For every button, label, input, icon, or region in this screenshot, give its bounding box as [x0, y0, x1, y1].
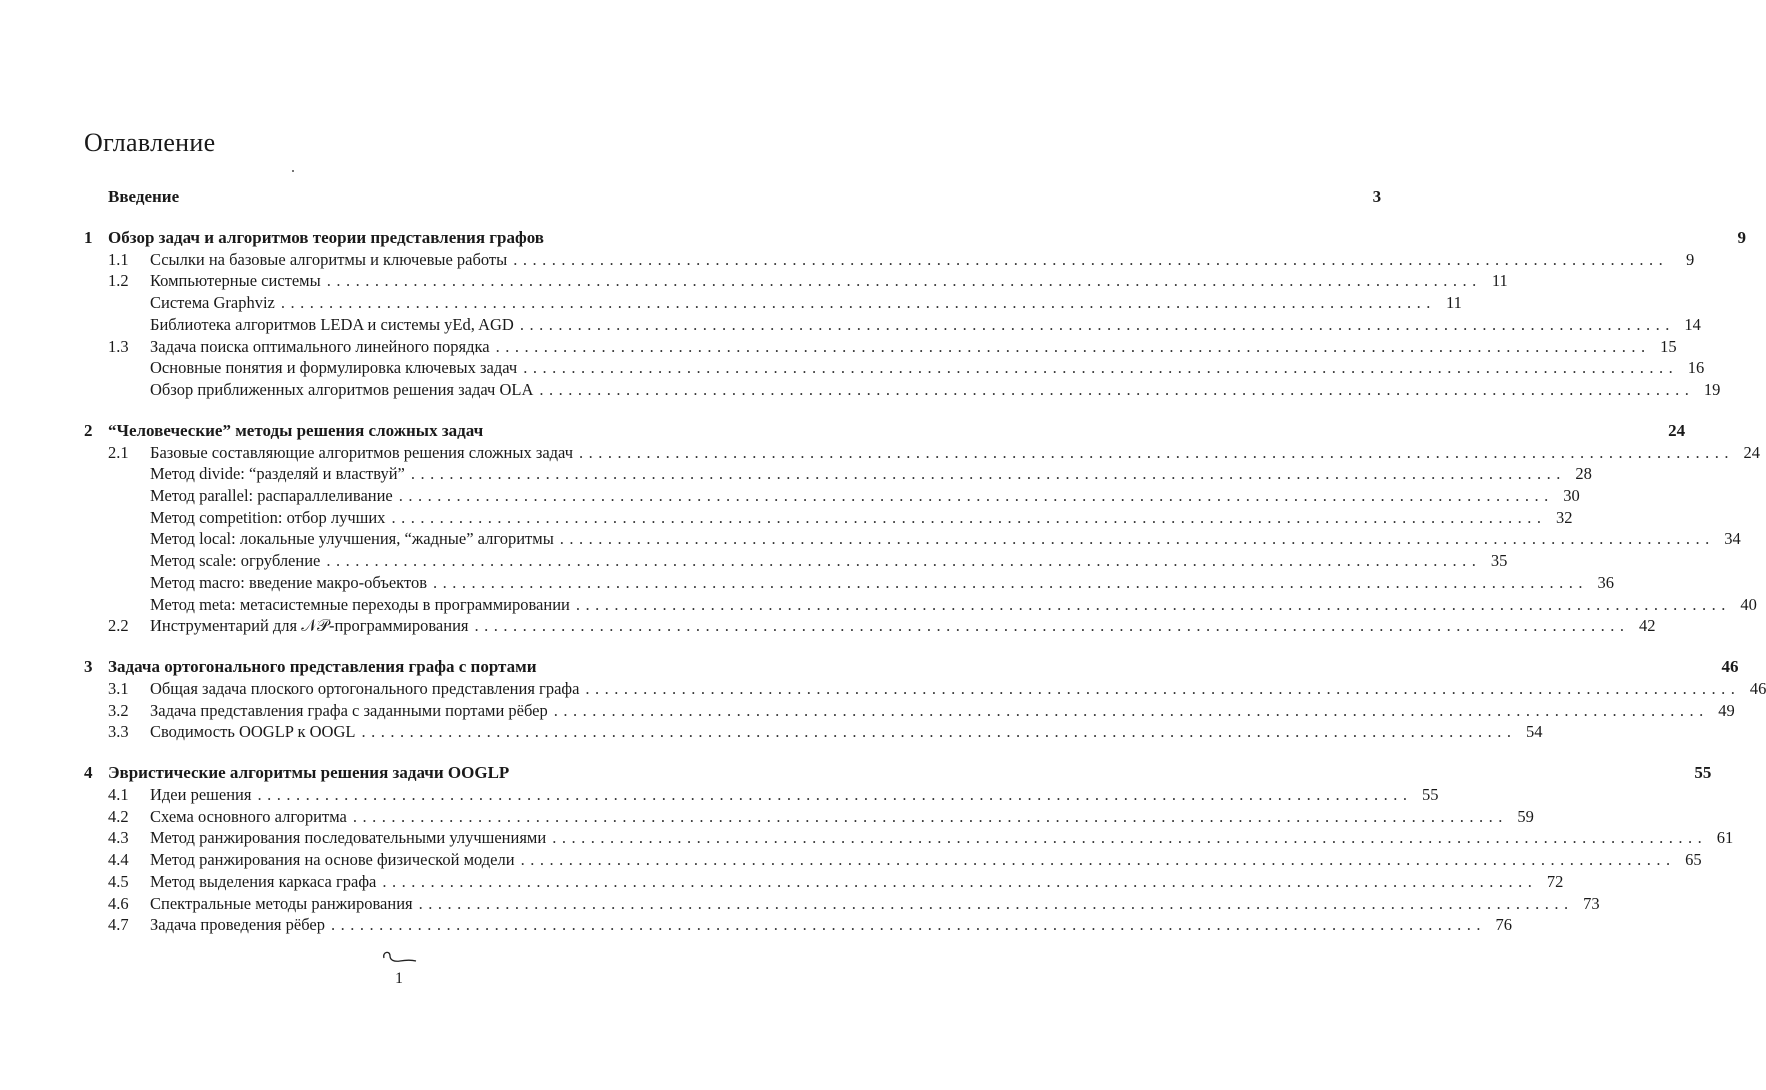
dot-leader: ........................................................................................................................: [513, 249, 1669, 269]
entry-title: Основные понятия и формулировка ключевых задач: [150, 358, 518, 378]
dot-leader: ........................................................................................................................: [552, 828, 1708, 848]
toc-section-entry[interactable]: [84, 785, 1439, 807]
toc-subsection-entry[interactable]: [84, 358, 1705, 380]
dot-leader: ........................................................................................................................: [575, 594, 1731, 614]
toc-section-entry[interactable]: [84, 893, 1600, 916]
dot-leader: ........................................................................................................................: [352, 806, 1508, 826]
entry-page: 49: [1718, 700, 1735, 720]
toc-subsection-entry[interactable]: [84, 464, 1592, 486]
entry-number: 2.1: [108, 442, 129, 462]
entry-page: 9: [1685, 249, 1695, 269]
handwritten-mark: [380, 948, 420, 968]
page-number: 1: [395, 970, 403, 987]
entry-number: 3.1: [108, 678, 129, 698]
toc-subsection-entry[interactable]: [84, 551, 1508, 573]
toc-chapter-entry[interactable]: [84, 657, 1739, 679]
entry-page: 46: [1749, 678, 1766, 698]
entry-title: Спектральные методы ранжирования: [150, 893, 413, 913]
entry-title: Система Graphviz: [150, 293, 275, 313]
toc-chapter-entry[interactable]: [84, 187, 1382, 209]
entry-number: 4.1: [108, 785, 129, 804]
entry-page: 65: [1685, 850, 1702, 870]
entry-page: 72: [1546, 871, 1564, 891]
entry-title: Задача поиска оптимального линейного порядка: [150, 336, 490, 356]
entry-number: 2.2: [108, 616, 129, 636]
entry-page: 61: [1716, 828, 1734, 848]
entry-number: 4.5: [108, 871, 129, 891]
entry-page: 73: [1583, 893, 1600, 913]
toc-section-entry[interactable]: [84, 806, 1534, 829]
entry-page: 35: [1490, 551, 1508, 571]
entry-page: 15: [1660, 336, 1677, 356]
entry-page: 11: [1491, 271, 1508, 291]
entry-number: 3: [84, 657, 93, 677]
scan-speck: [292, 170, 294, 172]
entry-page: 46: [1721, 657, 1739, 677]
toc-chapter-entry[interactable]: [84, 763, 1712, 785]
entry-title: Метод ранжирования на основе физической модели: [150, 850, 515, 870]
entry-page: 40: [1740, 594, 1757, 614]
dot-leader: ........................................................................................................................: [539, 379, 1695, 399]
entry-title: Библиотека алгоритмов LEDA и системы yEd, AGD: [150, 314, 514, 334]
entry-number: 4.4: [108, 850, 129, 870]
entry-title: Идеи решения: [150, 785, 252, 804]
entry-title: Обзор задач и алгоритмов теории представления графов: [108, 228, 544, 247]
entry-title: Эвристические алгоритмы решения задачи OOGLP: [108, 763, 510, 783]
dot-leader: ........................................................................................................................: [523, 358, 1679, 378]
toc-section-entry[interactable]: [84, 871, 1564, 894]
dot-leader: ........................................................................................................................: [257, 785, 1413, 804]
entry-title: Задача ортогонального представления графа с портами: [108, 657, 537, 677]
dot-leader: ........................................................................................................................: [553, 700, 1709, 720]
page-title: Оглавление: [84, 128, 216, 157]
entry-title: Схема основного алгоритма: [150, 806, 347, 826]
entry-title: Ссылки на базовые алгоритмы и ключевые работы: [150, 249, 508, 269]
entry-title: “Человеческие” методы решения сложных задач: [108, 420, 484, 440]
entry-title: Метод competition: отбор лучших: [150, 507, 386, 527]
entry-number: 4.7: [108, 915, 129, 935]
dot-leader: ........................................................................................................................: [520, 850, 1676, 870]
toc-subsection-entry[interactable]: [84, 529, 1741, 551]
entry-number: 4.6: [108, 893, 129, 913]
entry-title: Инструментарий для 𝒩𝒫-программирования: [150, 616, 469, 636]
dot-leader: ........................................................................................................................: [330, 915, 1486, 935]
toc-subsection-entry[interactable]: [84, 314, 1701, 337]
toc-subsection-entry[interactable]: [84, 486, 1580, 508]
dot-leader: ........................................................................................................................: [559, 529, 1715, 549]
dot-leader: ........................................................................................................................: [326, 551, 1482, 571]
toc-section-entry[interactable]: [84, 442, 1761, 465]
toc-section-entry[interactable]: [84, 915, 1512, 937]
entry-title: Общая задача плоского ортогонального представления графа: [150, 678, 580, 698]
entry-title: Компьютерные системы: [150, 271, 321, 291]
dot-leader: ........................................................................................................................: [418, 893, 1574, 913]
entry-number: 4: [84, 763, 93, 783]
entry-page: 55: [1421, 785, 1439, 804]
entry-number: 1.1: [108, 249, 129, 269]
dot-leader: ........................................................................................................................: [585, 678, 1741, 698]
entry-title: Задача представления графа с заданными портами рёбер: [150, 700, 548, 720]
toc-section-entry[interactable]: [84, 271, 1508, 293]
entry-page: 24: [1668, 420, 1686, 440]
entry-page: 3: [1372, 187, 1382, 206]
dot-leader: ........................................................................................................................: [433, 572, 1589, 592]
entry-title: Метод ранжирования последовательными улучшениями: [150, 828, 547, 848]
entry-title: Метод local: локальные улучшения, “жадные” алгоритмы: [150, 529, 554, 549]
dot-leader: ........................................................................................................................: [519, 314, 1675, 334]
dot-leader: ........................................................................................................................: [280, 293, 1436, 313]
entry-page: 54: [1525, 722, 1543, 742]
toc-subsection-entry[interactable]: [84, 379, 1721, 402]
entry-page: 11: [1445, 293, 1462, 313]
entry-title: Метод meta: метасистемные переходы в программировании: [150, 594, 570, 614]
entry-page: 55: [1694, 763, 1712, 783]
toc-section-entry[interactable]: [84, 828, 1734, 850]
entry-page: 42: [1638, 616, 1656, 636]
entry-page: 59: [1517, 806, 1534, 826]
toc-subsection-entry[interactable]: [84, 293, 1462, 315]
dot-leader: ........................................................................................................................: [410, 464, 1566, 484]
dot-leader: ........................................................................................................................: [579, 442, 1735, 462]
toc-section-entry[interactable]: [84, 616, 1656, 638]
entry-title: Метод scale: огрубление: [150, 551, 321, 571]
toc-section-entry[interactable]: [84, 850, 1702, 872]
entry-title: Метод parallel: распараллеливание: [150, 486, 393, 505]
entry-page: 28: [1575, 464, 1592, 484]
toc-section-entry[interactable]: [84, 678, 1766, 701]
entry-page: 32: [1555, 507, 1573, 527]
entry-number: 1.3: [108, 336, 129, 356]
entry-number: 1.2: [108, 271, 129, 291]
toc-section-entry[interactable]: [84, 336, 1677, 359]
entry-title: Обзор приближенных алгоритмов решения задач OLA: [150, 379, 534, 399]
entry-number: 1: [84, 228, 93, 247]
entry-number: 4.3: [108, 828, 129, 848]
entry-page: 30: [1563, 486, 1580, 505]
toc-subsection-entry[interactable]: [84, 594, 1757, 617]
entry-page: 36: [1597, 572, 1615, 592]
entry-page: 34: [1724, 529, 1741, 549]
toc-chapter-entry[interactable]: [84, 228, 1746, 250]
dot-leader: ........................................................................................................................: [382, 871, 1538, 891]
dot-leader: ........................................................................................................................: [474, 616, 1630, 636]
toc-section-entry[interactable]: [84, 249, 1695, 272]
entry-number: 3.3: [108, 722, 129, 742]
entry-number: 3.2: [108, 700, 129, 720]
entry-title: Метод divide: “разделяй и властвуй”: [150, 464, 405, 484]
entry-page: 24: [1743, 442, 1761, 462]
dot-leader: ........................................................................................................................: [361, 722, 1517, 742]
entry-number: 4.2: [108, 806, 129, 826]
entry-title: Метод macro: введение макро-объектов: [150, 572, 428, 592]
toc-chapter-entry[interactable]: [84, 420, 1686, 443]
entry-page: 16: [1687, 358, 1705, 378]
toc-subsection-entry[interactable]: [84, 507, 1573, 530]
entry-title: Метод выделения каркаса графа: [150, 871, 377, 891]
dot-leader: ........................................................................................................................: [326, 271, 1482, 291]
toc-subsection-entry[interactable]: [84, 572, 1615, 595]
toc-section-entry[interactable]: [84, 700, 1735, 723]
entry-page: 9: [1737, 228, 1746, 247]
entry-page: 76: [1495, 915, 1512, 935]
entry-page: 19: [1703, 379, 1721, 399]
toc-section-entry[interactable]: [84, 722, 1543, 744]
dot-leader: ........................................................................................................................: [495, 336, 1651, 356]
dot-leader: ........................................................................................................................: [398, 486, 1554, 505]
entry-number: 2: [84, 420, 93, 440]
entry-title: Задача проведения рёбер: [150, 915, 325, 935]
entry-title: Введение: [108, 187, 180, 206]
entry-title: Базовые составляющие алгоритмов решения сложных задач: [150, 442, 574, 462]
entry-page: 14: [1684, 314, 1701, 334]
entry-title: Сводимость OOGLP к OOGL: [150, 722, 356, 742]
dot-leader: ........................................................................................................................: [391, 507, 1547, 527]
